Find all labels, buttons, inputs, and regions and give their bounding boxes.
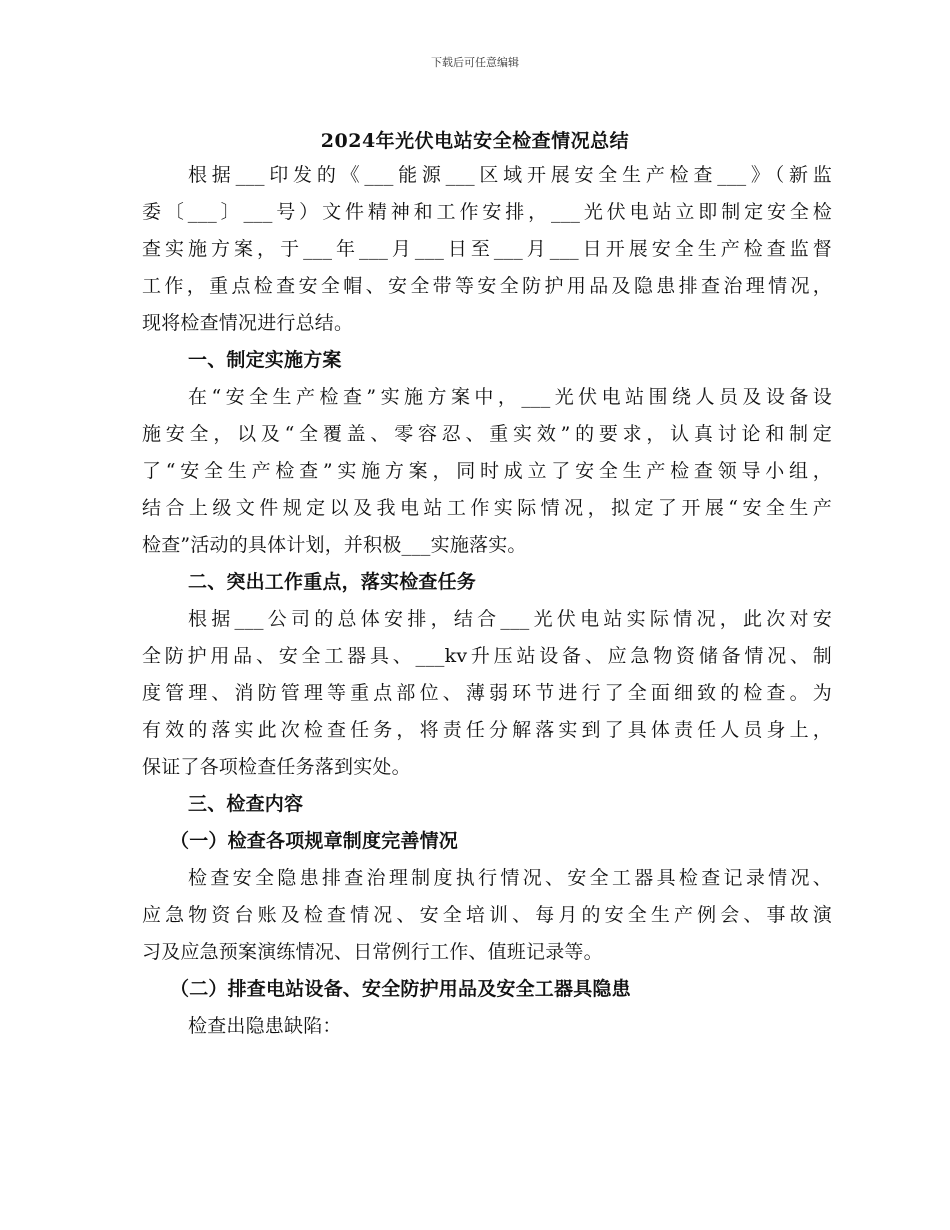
subsection-heading: （二）排查电站设备、安全防护用品及安全工器具隐患	[170, 978, 631, 1000]
paragraph-line: 检查”活动的具体计划，并积极___实施落实。	[142, 534, 527, 556]
intro-line: 工作，重点检查安全帽、安全带等安全防护用品及隐患排查治理情况，	[142, 275, 832, 297]
paragraph-line: 了“安全生产检查”实施方案，同时成立了安全生产检查领导小组，	[142, 460, 832, 482]
intro-line: 根据___印发的《___能源___区域开展安全生产检查___》（新监	[188, 164, 832, 186]
section-heading: 二、突出工作重点，落实检查任务	[188, 571, 477, 593]
paragraph-line: 保证了各项检查任务落到实处。	[142, 756, 411, 778]
intro-line: 查实施方案，于___年___月___日至___月___日开展安全生产检查监督	[142, 238, 832, 260]
subsection-heading: （一）检查各项规章制度完善情况	[170, 830, 459, 852]
header-note: 下载后可任意编辑	[431, 56, 519, 69]
section-heading: 三、检查内容	[188, 793, 304, 815]
section-heading: 一、制定实施方案	[188, 349, 342, 371]
document-title: 2024年光伏电站安全检查情况总结	[320, 130, 630, 152]
paragraph-line: 度管理、消防管理等重点部位、薄弱环节进行了全面细致的检查。为	[142, 682, 832, 704]
paragraph-line: 检查出隐患缺陷：	[188, 1015, 342, 1037]
paragraph-line: 全防护用品、安全工器具、___kv升压站设备、应急物资储备情况、制	[142, 645, 832, 667]
paragraph-line: 检查安全隐患排查治理制度执行情况、安全工器具检查记录情况、	[188, 867, 832, 889]
intro-line: 现将检查情况进行总结。	[142, 312, 354, 334]
paragraph-line: 施安全，以及“全覆盖、零容忍、重实效”的要求，认真讨论和制定	[142, 423, 832, 445]
paragraph-line: 结合上级文件规定以及我电站工作实际情况，拟定了开展“安全生产	[142, 497, 832, 519]
paragraph-line: 应急物资台账及检查情况、安全培训、每月的安全生产例会、事故演	[142, 904, 832, 926]
intro-line: 委〔___〕___号）文件精神和工作安排，___光伏电站立即制定安全检	[142, 201, 832, 223]
paragraph-line: 根据___公司的总体安排，结合___光伏电站实际情况，此次对安	[188, 608, 832, 630]
document-body	[142, 157, 832, 1045]
paragraph-line: 在“安全生产检查”实施方案中，___光伏电站围绕人员及设备设	[188, 386, 832, 408]
paragraph-line: 有效的落实此次检查任务，将责任分解落实到了具体责任人员身上，	[142, 719, 832, 741]
paragraph-line: 习及应急预案演练情况、日常例行工作、值班记录等。	[142, 941, 603, 963]
